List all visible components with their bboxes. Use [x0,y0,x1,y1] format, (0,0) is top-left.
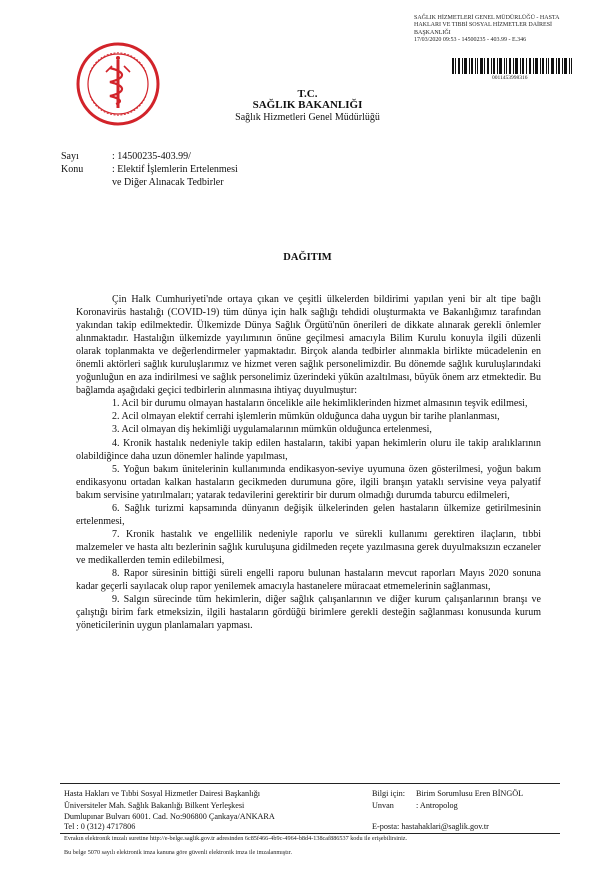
document-body [76,293,541,632]
unvan-label: Unvan [372,800,394,810]
footer-address-line: Hasta Hakları ve Tıbbi Sosyal Hizmetler Dairesi Başkanlığı [64,789,261,798]
sayi-label: Sayı [61,151,79,162]
registry-stamp [414,15,604,45]
konu-label: Konu [61,164,84,175]
barcode [452,58,572,74]
footer-contact [372,788,572,811]
header-directorate: Sağlık Hizmetleri Genel Müdürlüğü [235,112,380,123]
meta-konu [61,164,238,175]
list-item: 8. Rapor süresinin bittiği süreli engelli raporu bulunan hastaların mevcut raporları Mayıs 2020 sonuna kadar geçerli sayılacak olup rapor yenilemek amacıyla hastanelere müracaat etmemelerinin sağlanması, [76,567,541,593]
footer-phone-email [64,822,554,831]
intro-paragraph: Çin Halk Cumhuriyeti'nde ortaya çıkan ve çeşitli ülkelerden bildirimi yapılan yeni bir alt tipe bağlı Koronavirüs hastalığı (COVID-19) tüm dünya için halk sağlığı tehdidi oluşturmakta ve Bakanlığımız tarafından yakından takip edilmektedir. Ülkemizde Dünya Sağlık Örgütü'nün önerileri de dikkate alınarak gerekli önlemler alınmaktadır. Hastalığın ülkemizde yayılımının önüne geçilmesi amacıyla Bilim Kurulu konuyla ilgili düzenli olarak toplanmakta ve değerlendirmeler yapmaktadır. Birçok alanda tedbirler alınmakla birlikte mücadelenin en önemli aktörleri sağlık kuruluşlarımız ve hizmet veren sağlık personelimizdir. Bu dönemde sağlık kuruluşlarındaki yoğunluğun en aza indirilmesi ve sağlık personelimiz üzerindeki yükün azaltılması, büyük önem arz etmektedir. Bu bağlamda aşağıdaki geçici tedbirlerin alınmasına ihtiyaç duyulmuştur: [76,294,541,397]
konu-value-continued: ve Diğer Alınacak Tedbirler [112,177,224,188]
list-item: 7. Kronik hastalık ve engellilik nedeniyle raporlu ve sürekli kullanımı gerektiren ilaçların, tıbbi malzemeler ve hasta altı bezlerinin sağlık kuruluşuna gidilmeden reçete yazılmasına gerek duyulmaksızın eczaneler ve medikallerden temin edilebilmesi, [76,528,541,566]
verification-note: Evrakın elektronik imzalı suretine http://e-belge.saglik.gov.tr adresinden 6c85f466-4b9c-4964-b8d4-138caf886537 kodu ile erişebilirsiniz. [64,835,408,842]
list-item: 4. Kronik hastalık nedeniyle takip edilen hastaların, takibi yapan hekimlerin oluru ile takip aralıklarının olabildiğince daha uzun dönemler halinde yapılması, [76,437,541,462]
list-item: 5. Yoğun bakım ünitelerinin kullanımında endikasyon-seviye uyumuna özen gösterilmesi, yoğun bakım endikasyonu ortadan kalkan hastaların gecikmeden durumuna göre, ilgili branşın yataklı servisine veya palyatif bakım servisine yatırılmaları; yatarak tedavilerini gerektirir bir durum olmadığı durumda taburcu edilmeleri, [76,463,541,501]
meta-sayi [61,151,191,162]
sayi-value: : 14500235-403.99/ [112,151,191,162]
footer-email[interactable]: E-posta: hastahaklari@saglik.gov.tr [372,822,489,831]
bilgi-value: Birim Sorumlusu Eren BİNGÖL [416,789,524,798]
footer-divider-2 [60,833,560,834]
list-item: 3. Acil olmayan diş hekimliği uygulamalarının mümkün olduğunca ertelenmesi, [112,424,432,436]
list-item: 9. Salgın sürecinde tüm hekimlerin, diğer sağlık çalışanlarının ve diğer kurum çalışanlarının branşı ve çalıştığı birim fark etmeksizin, ilgili hastaların gördüğü birimlere gerekli desteğin sağlanması konusunda kurum yöneticilerinin uygun planlamaları yapması. [76,594,541,632]
stamp-line: SAĞLIK HİZMETLERİ GENEL MÜDÜRLÜĞÜ - HASTA [414,15,560,21]
unvan-value: : Antropolog [416,800,458,810]
header-tc: T.C. [297,88,318,100]
footer-address [64,788,364,823]
esignature-note: Bu belge 5070 sayılı elektronik imza kanuna göre güvenli elektronik imza ile imzalanmıştır. [64,849,293,856]
footer-bilgi [372,788,572,800]
bilgi-label: Bilgi için: [372,789,405,798]
barcode-number: 0011453998316 [492,75,528,81]
footer-address-line: Dumlupınar Bulvarı 6001. Cad. No:906800 Çankaya/ANKARA [64,812,275,821]
stamp-line: BAŞKANLIĞI [414,29,451,36]
list-item: 2. Acil olmayan elektif cerrahi işlemlerin mümkün olduğunca daha uygun bir tarihe planlanması, [112,411,500,423]
document-title: DAĞITIM [283,252,332,263]
stamp-line: HAKLARI VE TIBBİ SOSYAL HİZMETLER DAİRESİ [414,22,553,29]
footer-address-line: Üniversiteler Mah. Sağlık Bakanlığı Bilkent Yerleşkesi [64,800,245,810]
footer-unvan [372,800,572,812]
list-item: 1. Acil bir durumu olmayan hastaların öncelikle aile hekimliklerinden hizmet almasının teşvik edilmesi, [112,398,528,410]
stamp-line: 17/03/2020 09:53 - 14500235 - 403.99 - E.346 [414,37,527,44]
footer-phone: Tel : 0 (312) 4717806 [64,822,136,831]
header-ministry: SAĞLIK BAKANLIĞI [252,99,363,111]
list-item: 6. Sağlık turizmi kapsamında dünyanın değişik ülkelerinden gelen hastaların ülkemize getirilmesinin ertelenmesi, [76,502,541,527]
konu-value: : Elektif İşlemlerin Ertelenmesi [112,164,238,175]
footer-divider [60,783,560,784]
